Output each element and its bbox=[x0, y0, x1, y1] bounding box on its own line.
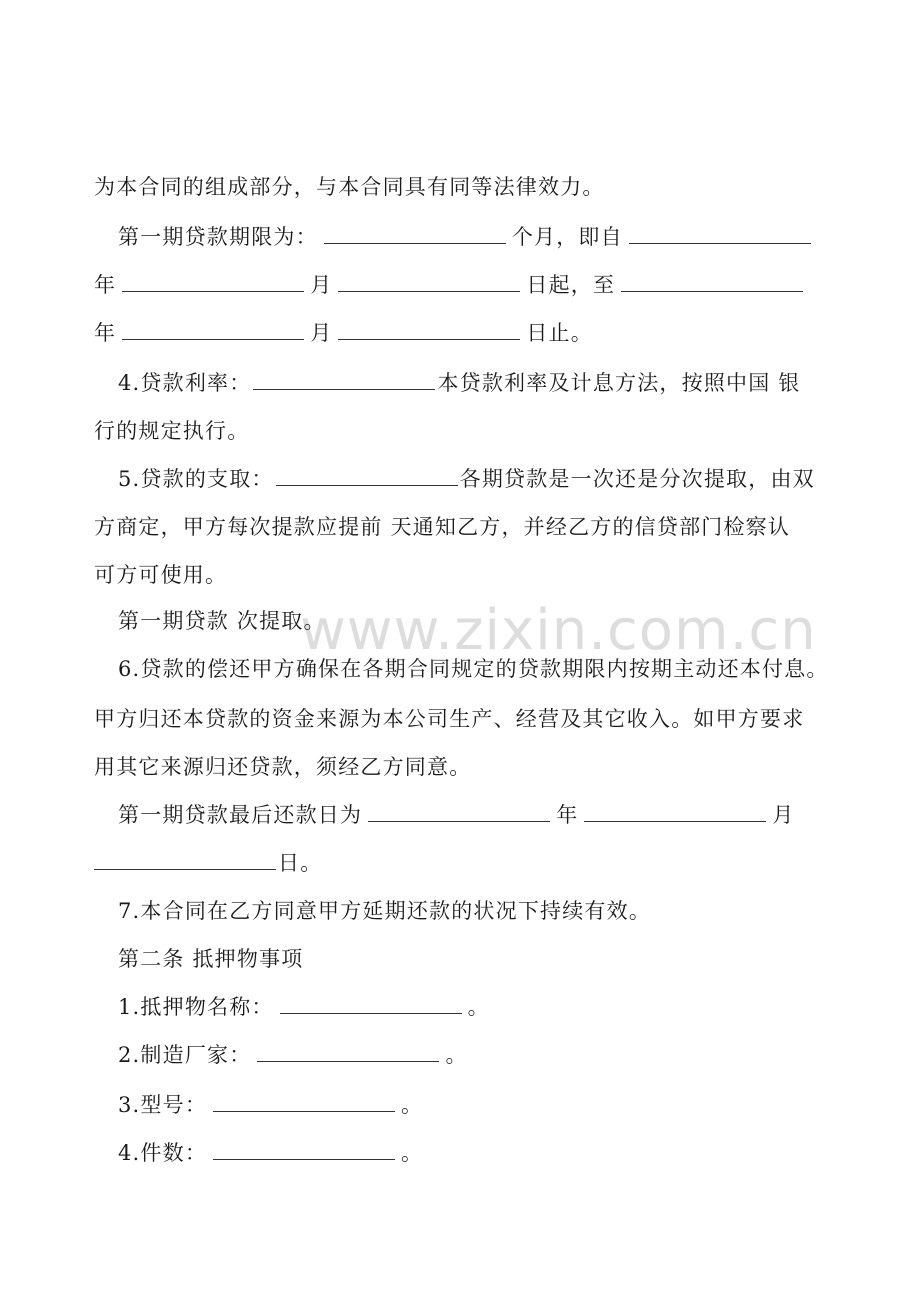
text-segment: 1.抵押物名称： bbox=[118, 995, 274, 1019]
text-segment: 4.贷款利率： bbox=[118, 371, 252, 395]
paragraph-line bbox=[94, 416, 249, 446]
blank-field[interactable] bbox=[276, 465, 458, 486]
text-segment: 第二条 抵押物事项 bbox=[118, 947, 304, 971]
blank-field[interactable] bbox=[257, 1041, 439, 1062]
paragraph-line bbox=[94, 512, 790, 542]
text-segment: 2.制造厂家： bbox=[118, 1043, 252, 1067]
blank-field[interactable] bbox=[213, 1139, 395, 1160]
paragraph-line bbox=[118, 654, 829, 684]
blank-field[interactable] bbox=[338, 271, 520, 292]
blank-field[interactable] bbox=[324, 223, 506, 244]
blank-field[interactable] bbox=[629, 223, 811, 244]
text-segment: 个月，即自 bbox=[511, 225, 623, 249]
blank-field[interactable] bbox=[338, 319, 520, 340]
text-segment: 。 bbox=[445, 1043, 468, 1067]
start-date-line bbox=[94, 270, 809, 300]
repayment-day-line bbox=[94, 848, 322, 878]
blank-field[interactable] bbox=[253, 369, 435, 390]
text-segment: 。 bbox=[401, 1093, 424, 1117]
text-segment: 日。 bbox=[278, 851, 323, 875]
text-segment: 月 bbox=[310, 321, 333, 345]
text-segment: 本贷款利率及计息方法，按照中国 银 bbox=[437, 371, 801, 395]
text-segment: 月 bbox=[772, 803, 795, 827]
text-segment: 5.贷款的支取： bbox=[118, 467, 274, 491]
text-segment: 第一期贷款 次提取。 bbox=[118, 609, 326, 633]
end-date-line bbox=[94, 318, 593, 348]
text-segment: 4.件数： bbox=[118, 1141, 208, 1165]
text-segment: 月 bbox=[310, 273, 333, 297]
text-segment: 。 bbox=[467, 995, 490, 1019]
quantity-line bbox=[118, 1138, 423, 1168]
paragraph-line bbox=[94, 704, 804, 734]
text-segment: 日止。 bbox=[526, 321, 594, 345]
text-segment: 用其它来源归还贷款，须经乙方同意。 bbox=[94, 755, 472, 779]
collateral-name-line bbox=[118, 992, 490, 1022]
text-segment: 可方可使用。 bbox=[94, 563, 228, 587]
text-segment: 年 bbox=[94, 321, 117, 345]
text-segment: 6.贷款的偿还甲方确保在各期合同规定的贷款期限内按期主动还本付息。 bbox=[118, 657, 829, 681]
blank-field[interactable] bbox=[122, 271, 304, 292]
text-segment: 3.型号： bbox=[118, 1093, 208, 1117]
text-segment: 第一期贷款最后还款日为 bbox=[118, 803, 363, 827]
manufacturer-line bbox=[118, 1040, 468, 1070]
text-segment: 日起，至 bbox=[526, 273, 616, 297]
withdrawal-line bbox=[118, 464, 815, 494]
text-segment: 为本合同的组成部分，与本合同具有同等法律效力。 bbox=[94, 175, 605, 199]
loan-term-line bbox=[118, 222, 817, 252]
text-segment: 。 bbox=[401, 1141, 424, 1165]
text-segment: 年 bbox=[94, 273, 117, 297]
paragraph-line bbox=[94, 172, 605, 202]
text-segment: 行的规定执行。 bbox=[94, 419, 250, 443]
paragraph-line bbox=[94, 752, 471, 782]
blank-field[interactable] bbox=[621, 271, 803, 292]
blank-field[interactable] bbox=[213, 1091, 395, 1112]
blank-field[interactable] bbox=[584, 801, 766, 822]
text-segment: 方商定，甲方每次提款应提前 天通知乙方，并经乙方的信贷部门检察认 bbox=[94, 515, 791, 539]
interest-rate-line bbox=[118, 368, 801, 398]
paragraph-line bbox=[118, 896, 651, 926]
blank-field[interactable] bbox=[94, 849, 276, 870]
text-segment: 第一期贷款期限为： bbox=[118, 225, 318, 249]
text-segment: 各期贷款是一次还是分次提取，由双 bbox=[459, 467, 815, 491]
blank-field[interactable] bbox=[280, 993, 462, 1014]
paragraph-line bbox=[118, 606, 326, 636]
text-segment: 7.本合同在乙方同意甲方延期还款的状况下持续有效。 bbox=[118, 899, 652, 923]
blank-field[interactable] bbox=[368, 801, 550, 822]
watermark: www.zixin.com.cn bbox=[300, 598, 817, 663]
paragraph-line bbox=[94, 560, 227, 590]
text-segment: 年 bbox=[556, 803, 579, 827]
blank-field[interactable] bbox=[122, 319, 304, 340]
model-line bbox=[118, 1090, 423, 1120]
section-heading bbox=[118, 944, 303, 974]
text-segment: 甲方归还本贷款的资金来源为本公司生产、经营及其它收入。如甲方要求 bbox=[94, 707, 805, 731]
repayment-date-line bbox=[118, 800, 795, 830]
